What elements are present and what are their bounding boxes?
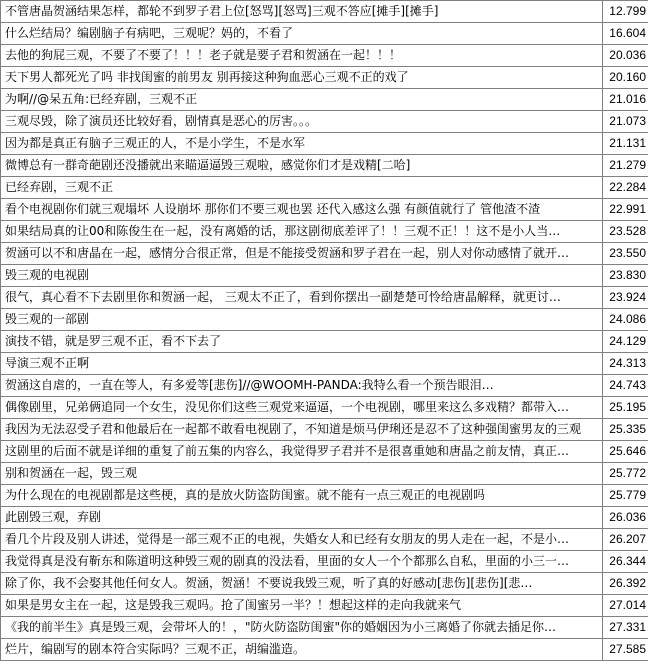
comment-text-cell[interactable]: 演技不错，就是罗三观不正，看不下去了 xyxy=(1,331,603,353)
comment-text-cell[interactable]: 如果结局真的让00和陈俊生在一起，没有离婚的话，那这剧彻底差评了！！三观不正！！这不是小人当… xyxy=(1,221,603,243)
table-row[interactable] xyxy=(1,265,648,287)
score-value-cell[interactable]: 21.016 xyxy=(603,89,648,111)
comment-text-cell[interactable]: 看个电视剧你们就三观塌坏 人设崩坏 那你们不要三观也罢 还代入感这么强 有颜值就行了 管他渣不渣 xyxy=(1,199,603,221)
table-row[interactable] xyxy=(1,67,648,89)
score-value-cell[interactable]: 23.924 xyxy=(603,287,648,309)
comment-text-cell[interactable]: 《我的前半生》真是毁三观，会带坏人的！，"防火防盗防闺蜜"你的婚姻因为小三离婚了你就去插足你… xyxy=(1,617,603,639)
score-value-cell[interactable]: 25.779 xyxy=(603,485,648,507)
comment-text-cell[interactable]: 去他的狗屁三观，不要了不要了！！！老子就是要子君和贺涵在一起！！！ xyxy=(1,45,603,67)
comment-text-cell[interactable]: 此剧毁三观，弃剧 xyxy=(1,507,603,529)
score-value-cell[interactable]: 24.086 xyxy=(603,309,648,331)
table-row[interactable] xyxy=(1,177,648,199)
score-value-cell[interactable]: 23.830 xyxy=(603,265,648,287)
comment-text-cell[interactable]: 贺涵可以不和唐晶在一起，感情分合很正常，但是不能接受贺涵和罗子君在一起，别人对你动感情了就开… xyxy=(1,243,603,265)
table-body xyxy=(1,1,648,661)
score-value-cell[interactable]: 26.344 xyxy=(603,551,648,573)
comment-text-cell[interactable]: 毁三观的电视剧 xyxy=(1,265,603,287)
table-row[interactable] xyxy=(1,45,648,67)
comment-text-cell[interactable]: 为啊//@呆五角:已经弃剧，三观不正 xyxy=(1,89,603,111)
table-row[interactable] xyxy=(1,221,648,243)
table-row[interactable] xyxy=(1,397,648,419)
comment-text-cell[interactable]: 已经弃剧，三观不正 xyxy=(1,177,603,199)
comment-text-cell[interactable]: 这剧里的后面不就是详细的重复了前五集的内容么，我觉得罗子君并不是很喜重她和唐晶之前友情，真正… xyxy=(1,441,603,463)
score-value-cell[interactable]: 20.160 xyxy=(603,67,648,89)
score-value-cell[interactable]: 27.014 xyxy=(603,595,648,617)
score-value-cell[interactable]: 26.207 xyxy=(603,529,648,551)
table-row[interactable] xyxy=(1,595,648,617)
score-value-cell[interactable]: 27.585 xyxy=(603,639,648,661)
table-row[interactable] xyxy=(1,287,648,309)
table-row[interactable] xyxy=(1,639,648,661)
comment-text-cell[interactable]: 很气，真心看不下去剧里你和贺涵一起， 三观太不正了，看到你摆出一副楚楚可怜给唐晶解释，就更讨… xyxy=(1,287,603,309)
score-value-cell[interactable]: 23.550 xyxy=(603,243,648,265)
table-row[interactable] xyxy=(1,89,648,111)
score-value-cell[interactable]: 27.331 xyxy=(603,617,648,639)
table-row[interactable] xyxy=(1,111,648,133)
score-value-cell[interactable]: 25.195 xyxy=(603,397,648,419)
comment-text-cell[interactable]: 偶像剧里，兄弟俩追同一个女生，没见你们这些三观党来逼逼，一个电视剧，哪里来这么多戏精？都带入… xyxy=(1,397,603,419)
table-row[interactable] xyxy=(1,199,648,221)
table-row[interactable] xyxy=(1,133,648,155)
table-row[interactable] xyxy=(1,551,648,573)
comment-text-cell[interactable]: 烂片，编剧写的剧本符合实际吗？三观不正，胡编滥造。 xyxy=(1,639,603,661)
table-row[interactable] xyxy=(1,419,648,441)
score-value-cell[interactable]: 20.036 xyxy=(603,45,648,67)
table-row[interactable] xyxy=(1,353,648,375)
comment-text-cell[interactable]: 什么烂结局？编剧脑子有病吧，三观呢？妈的，不看了 xyxy=(1,23,603,45)
score-value-cell[interactable]: 26.392 xyxy=(603,573,648,595)
table-row[interactable] xyxy=(1,309,648,331)
score-value-cell[interactable]: 21.279 xyxy=(603,155,648,177)
table-row[interactable] xyxy=(1,243,648,265)
score-value-cell[interactable]: 16.604 xyxy=(603,23,648,45)
table-row[interactable] xyxy=(1,331,648,353)
score-value-cell[interactable]: 21.131 xyxy=(603,133,648,155)
comment-text-cell[interactable]: 别和贺涵在一起，毁三观 xyxy=(1,463,603,485)
score-value-cell[interactable]: 22.284 xyxy=(603,177,648,199)
score-value-cell[interactable]: 22.991 xyxy=(603,199,648,221)
score-value-cell[interactable]: 25.646 xyxy=(603,441,648,463)
comment-text-cell[interactable]: 三观尽毁，除了演员还比较好看，剧情真是恶心的厉害。。。 xyxy=(1,111,603,133)
score-value-cell[interactable]: 21.073 xyxy=(603,111,648,133)
table-row[interactable] xyxy=(1,23,648,45)
comment-text-cell[interactable]: 除了你，我不会娶其他任何女人。贺涵，贺涵！不要说我毁三观，听了真的好感动[悲伤][悲伤][悲… xyxy=(1,573,603,595)
comment-text-cell[interactable]: 不管唐晶贺涵结果怎样，都轮不到罗子君上位[怒骂][怒骂]三观不答应[摊手][摊手] xyxy=(1,1,603,23)
table-row[interactable] xyxy=(1,1,648,23)
comment-text-cell[interactable]: 贺涵这自虐的，一直在等人，有多爱等[悲伤]//@WOOMH-PANDA:我特么看一个预告眼泪… xyxy=(1,375,603,397)
comment-text-cell[interactable]: 我因为无法忍受子君和他最后在一起都不敢看电视剧了，不知道是烦马伊琍还是忍不了这种强闺蜜男友的三观 xyxy=(1,419,603,441)
comment-text-cell[interactable]: 毁三观的一部剧 xyxy=(1,309,603,331)
score-value-cell[interactable]: 25.772 xyxy=(603,463,648,485)
score-value-cell[interactable]: 24.743 xyxy=(603,375,648,397)
table-row[interactable] xyxy=(1,507,648,529)
score-value-cell[interactable]: 24.313 xyxy=(603,353,648,375)
score-value-cell[interactable]: 24.129 xyxy=(603,331,648,353)
comment-text-cell[interactable]: 为什么现在的电视剧都是这些梗，真的是放火防盗防闺蜜。就不能有一点三观正的电视剧吗 xyxy=(1,485,603,507)
table-row[interactable] xyxy=(1,573,648,595)
table-row[interactable] xyxy=(1,617,648,639)
comment-text-cell[interactable]: 我觉得真是没有靳东和陈道明这种毁三观的剧真的没法看，里面的女人一个个都那么自私，里面的小三一… xyxy=(1,551,603,573)
comment-text-cell[interactable]: 天下男人都死光了吗 非找闺蜜的前男友 别再接这种狗血恶心三观不正的戏了 xyxy=(1,67,603,89)
comment-text-cell[interactable]: 导演三观不正啊 xyxy=(1,353,603,375)
score-value-cell[interactable]: 25.335 xyxy=(603,419,648,441)
table-row[interactable] xyxy=(1,375,648,397)
table-row[interactable] xyxy=(1,155,648,177)
score-value-cell[interactable]: 23.528 xyxy=(603,221,648,243)
score-value-cell[interactable]: 12.799 xyxy=(603,1,648,23)
table-row[interactable] xyxy=(1,441,648,463)
comment-text-cell[interactable]: 如果是男女主在一起，这是毁我三观吗。抢了闺蜜另一半？！想起这样的走向我就来气 xyxy=(1,595,603,617)
comment-text-cell[interactable]: 微博总有一群奇葩剧还没播就出来瞄逼逼毁三观啦，感觉你们才是戏精[二哈] xyxy=(1,155,603,177)
table-row[interactable] xyxy=(1,485,648,507)
comment-text-cell[interactable]: 因为都是真正有脑子三观正的人，不是小学生，不是水军 xyxy=(1,133,603,155)
comment-text-cell[interactable]: 看几个片段及别人讲述，觉得是一部三观不正的电视，失婚女人和已经有女朋友的男人走在一起，不是小… xyxy=(1,529,603,551)
table-row[interactable] xyxy=(1,529,648,551)
table-row[interactable] xyxy=(1,463,648,485)
score-value-cell[interactable]: 26.036 xyxy=(603,507,648,529)
